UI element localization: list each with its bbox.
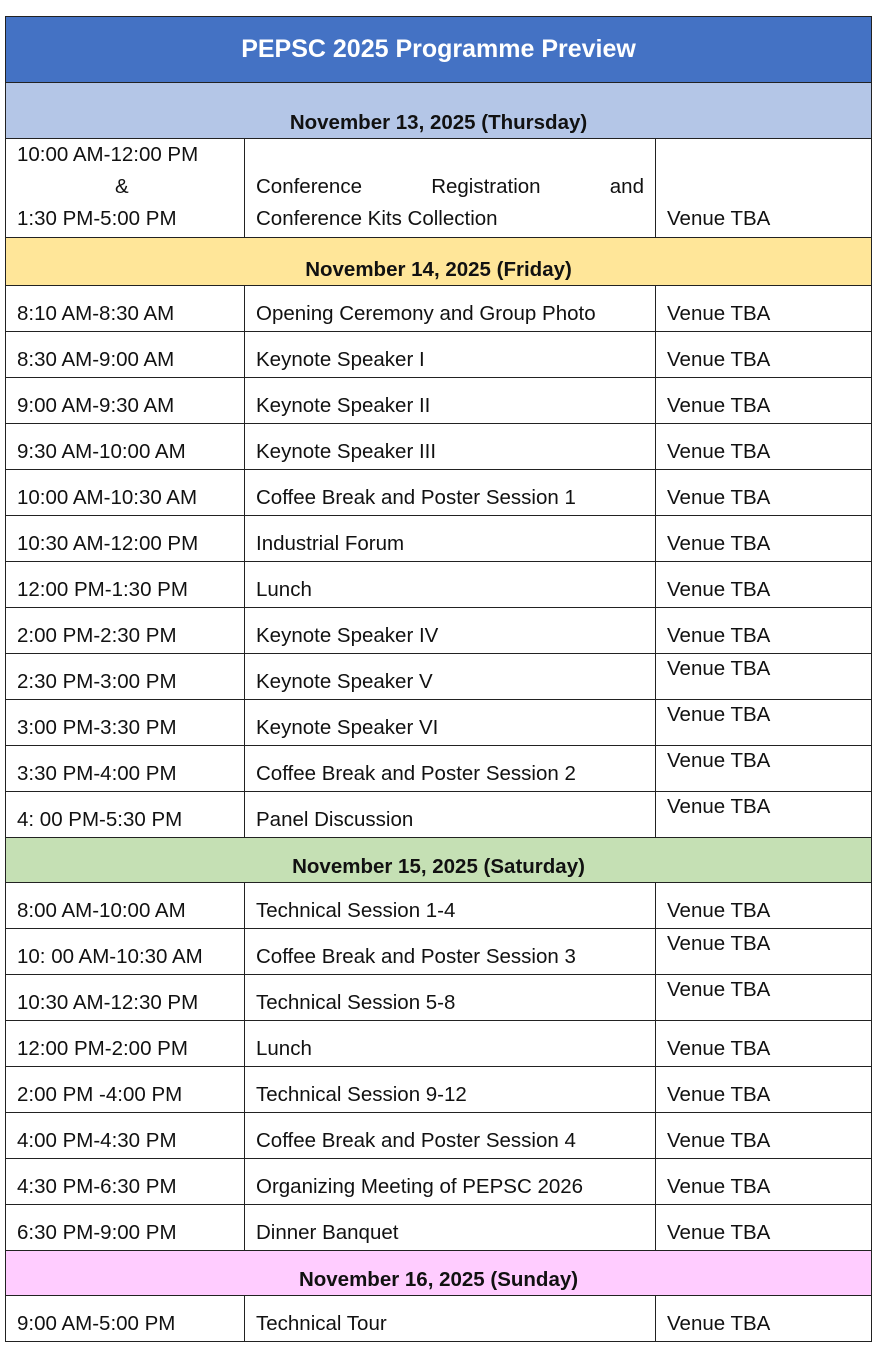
table-row	[6, 424, 872, 470]
table-row	[6, 700, 872, 746]
day-header-friday	[6, 238, 872, 286]
time-range: 1:30 PM-5:00 PM	[17, 207, 177, 230]
time-cell: 6:30 PM-9:00 PM	[6, 1205, 245, 1251]
venue-cell: Venue TBA	[656, 700, 872, 746]
table-row	[6, 1296, 872, 1342]
event-word: and	[609, 175, 644, 198]
event-cell: Technical Session 1-4	[245, 883, 656, 929]
venue-cell: Venue TBA	[656, 332, 872, 378]
day-label: November 15, 2025 (Saturday)	[6, 838, 872, 883]
event-cell: Dinner Banquet	[245, 1205, 656, 1251]
table-row	[6, 470, 872, 516]
table-row	[6, 286, 872, 332]
table-row	[6, 1205, 872, 1251]
venue-cell: Venue TBA	[656, 746, 872, 792]
venue-cell: Venue TBA	[656, 139, 872, 238]
venue-cell: Venue TBA	[656, 286, 872, 332]
table-row	[6, 562, 872, 608]
venue-cell: Venue TBA	[656, 1205, 872, 1251]
day-header-thursday	[6, 83, 872, 139]
event-cell: Organizing Meeting of PEPSC 2026	[245, 1159, 656, 1205]
time-cell: 9:00 AM-9:30 AM	[6, 378, 245, 424]
table-row	[6, 654, 872, 700]
event-line	[256, 171, 644, 203]
event-cell: Keynote Speaker I	[245, 332, 656, 378]
event-cell: Technical Tour	[245, 1296, 656, 1342]
venue-cell: Venue TBA	[656, 1067, 872, 1113]
event-cell: Coffee Break and Poster Session 2	[245, 746, 656, 792]
venue-cell: Venue TBA	[656, 470, 872, 516]
event-word: Conference	[256, 175, 362, 198]
venue-cell: Venue TBA	[656, 608, 872, 654]
venue-cell: Venue TBA	[656, 792, 872, 838]
time-cell: 2:30 PM-3:00 PM	[6, 654, 245, 700]
event-cell: Technical Session 9-12	[245, 1067, 656, 1113]
time-cell: 8:00 AM-10:00 AM	[6, 883, 245, 929]
event-line: Conference Kits Collection	[256, 207, 498, 230]
table-row	[6, 608, 872, 654]
day-label: November 13, 2025 (Thursday)	[6, 83, 872, 139]
time-cell: 4:30 PM-6:30 PM	[6, 1159, 245, 1205]
venue-cell: Venue TBA	[656, 1159, 872, 1205]
event-cell: Lunch	[245, 1021, 656, 1067]
time-cell: 4: 00 PM-5:30 PM	[6, 792, 245, 838]
event-cell: Coffee Break and Poster Session 1	[245, 470, 656, 516]
venue-cell: Venue TBA	[656, 1113, 872, 1159]
event-cell: Keynote Speaker V	[245, 654, 656, 700]
event-cell: Keynote Speaker III	[245, 424, 656, 470]
time-range: 10:00 AM-12:00 PM	[17, 143, 199, 166]
event-cell: Coffee Break and Poster Session 4	[245, 1113, 656, 1159]
table-row	[6, 1159, 872, 1205]
time-cell: 12:00 PM-1:30 PM	[6, 562, 245, 608]
venue-cell: Venue TBA	[656, 883, 872, 929]
ampersand: &	[115, 175, 129, 198]
event-cell: Technical Session 5-8	[245, 975, 656, 1021]
event-cell: Industrial Forum	[245, 516, 656, 562]
event-cell: Opening Ceremony and Group Photo	[245, 286, 656, 332]
title-row	[6, 17, 872, 83]
table-row	[6, 1067, 872, 1113]
venue-cell: Venue TBA	[656, 1296, 872, 1342]
table-row	[6, 929, 872, 975]
time-cell: 12:00 PM-2:00 PM	[6, 1021, 245, 1067]
event-cell: Keynote Speaker VI	[245, 700, 656, 746]
table-row	[6, 792, 872, 838]
time-cell: 10:30 AM-12:00 PM	[6, 516, 245, 562]
time-cell: 10:00 AM-10:30 AM	[6, 470, 245, 516]
table-row	[6, 1021, 872, 1067]
table-row	[6, 1113, 872, 1159]
time-cell: 3:30 PM-4:00 PM	[6, 746, 245, 792]
time-cell	[6, 139, 245, 238]
programme-title: PEPSC 2025 Programme Preview	[6, 17, 872, 83]
venue-cell: Venue TBA	[656, 654, 872, 700]
venue-cell: Venue TBA	[656, 378, 872, 424]
event-cell: Panel Discussion	[245, 792, 656, 838]
table-row	[6, 746, 872, 792]
event-cell: Keynote Speaker IV	[245, 608, 656, 654]
venue-cell: Venue TBA	[656, 424, 872, 470]
time-cell: 4:00 PM-4:30 PM	[6, 1113, 245, 1159]
venue-cell: Venue TBA	[656, 929, 872, 975]
event-word: Registration	[431, 175, 541, 198]
time-cell: 10: 00 AM-10:30 AM	[6, 929, 245, 975]
table-row	[6, 883, 872, 929]
day-header-saturday	[6, 838, 872, 883]
table-row	[6, 139, 872, 238]
event-cell: Lunch	[245, 562, 656, 608]
day-label: November 14, 2025 (Friday)	[6, 238, 872, 286]
time-cell: 2:00 PM-2:30 PM	[6, 608, 245, 654]
time-cell: 2:00 PM -4:00 PM	[6, 1067, 245, 1113]
table-row	[6, 378, 872, 424]
venue-cell: Venue TBA	[656, 516, 872, 562]
event-cell: Keynote Speaker II	[245, 378, 656, 424]
day-header-sunday	[6, 1251, 872, 1296]
table-row	[6, 975, 872, 1021]
venue-cell: Venue TBA	[656, 1021, 872, 1067]
table-row	[6, 516, 872, 562]
programme-table	[5, 16, 872, 1342]
time-cell: 10:30 AM-12:30 PM	[6, 975, 245, 1021]
time-cell: 3:00 PM-3:30 PM	[6, 700, 245, 746]
day-label: November 16, 2025 (Sunday)	[6, 1251, 872, 1296]
event-cell: Coffee Break and Poster Session 3	[245, 929, 656, 975]
time-cell: 8:10 AM-8:30 AM	[6, 286, 245, 332]
venue-cell: Venue TBA	[656, 562, 872, 608]
table-row	[6, 332, 872, 378]
time-cell: 8:30 AM-9:00 AM	[6, 332, 245, 378]
event-cell	[245, 139, 656, 238]
time-cell: 9:30 AM-10:00 AM	[6, 424, 245, 470]
venue-cell: Venue TBA	[656, 975, 872, 1021]
time-cell: 9:00 AM-5:00 PM	[6, 1296, 245, 1342]
